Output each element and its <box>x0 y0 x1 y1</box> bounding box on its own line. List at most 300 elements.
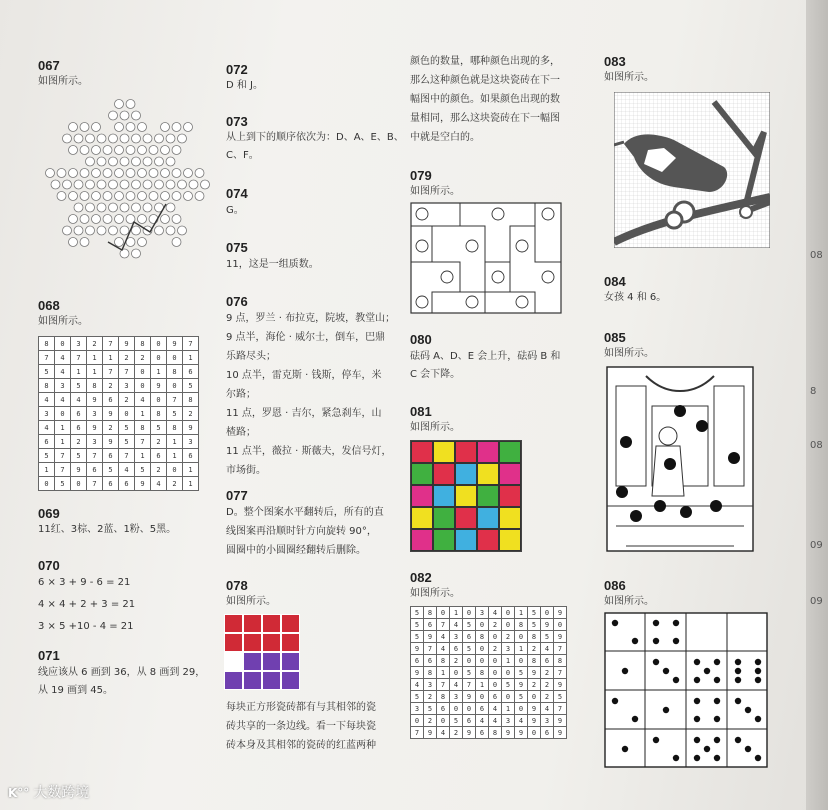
puzzle-node <box>161 146 170 155</box>
grid-082-cell: 0 <box>502 619 515 631</box>
grid-068-cell: 6 <box>103 477 119 491</box>
grid-068-cell: 4 <box>55 365 71 379</box>
die-pip <box>735 737 741 743</box>
grid-082-cell: 0 <box>515 703 528 715</box>
answer-085-text: 如图所示。 <box>604 348 654 359</box>
answer-077-number: 077 <box>226 488 248 503</box>
tile <box>281 633 300 652</box>
grid-082-cell: 7 <box>424 643 437 655</box>
grid-082-cell: 5 <box>528 607 541 619</box>
answer-067-text: 如图所示。 <box>38 76 88 87</box>
puzzle-node <box>172 238 181 247</box>
grid-082-row <box>411 631 567 643</box>
grid-068-cell: 9 <box>71 463 87 477</box>
grid-082-cell: 6 <box>489 691 502 703</box>
puzzle-node <box>103 146 112 155</box>
die-pip <box>694 755 700 761</box>
puzzle-node <box>103 169 112 178</box>
grid-068-cell: 8 <box>135 337 151 351</box>
answer-084-text: 女孩 4 和 6。 <box>604 292 667 303</box>
die-pip <box>663 707 669 713</box>
grid-068-cell: 2 <box>151 463 167 477</box>
puzzle-node <box>138 123 147 132</box>
puzzle-node <box>74 203 83 212</box>
die-pip <box>694 737 700 743</box>
answer-070-line-2: 4 × 4 + 2 + 3 = 21 <box>38 599 136 610</box>
grid-082-cell: 9 <box>554 679 567 691</box>
answer-078-line-2: 砖共享的一条边线。看一下每块瓷 <box>226 721 376 732</box>
grid-068-cell: 9 <box>183 421 199 435</box>
puzzle-node <box>184 123 193 132</box>
puzzle-node <box>149 192 158 201</box>
grid-082-cell: 6 <box>476 703 489 715</box>
answer-083-number: 083 <box>604 54 626 69</box>
grid-068-cell: 3 <box>119 379 135 393</box>
grid-068-row <box>39 421 199 435</box>
answer-076-line: 乐路尽头； <box>226 351 276 362</box>
grid-068-cell: 4 <box>55 393 71 407</box>
die-pip <box>704 668 710 674</box>
grid-082-cell: 2 <box>541 679 554 691</box>
grid-082-cell: 8 <box>528 631 541 643</box>
die-pip <box>632 716 638 722</box>
puzzle-node <box>86 157 95 166</box>
grid-068-cell: 1 <box>55 421 71 435</box>
grid-068-cell: 0 <box>151 393 167 407</box>
grid-068-cell: 0 <box>151 337 167 351</box>
grid-068-cell: 7 <box>119 365 135 379</box>
color-tile <box>433 441 455 463</box>
puzzle-node <box>132 180 141 189</box>
die-pip <box>714 737 720 743</box>
grid-068-cell: 6 <box>71 407 87 421</box>
grid-082-cell: 2 <box>541 667 554 679</box>
grid-068-cell: 4 <box>39 393 55 407</box>
puzzle-node <box>172 169 181 178</box>
answer-070-number: 070 <box>38 558 60 573</box>
grid-082-cell: 8 <box>554 655 567 667</box>
die-pip <box>735 668 741 674</box>
grid-082-cell: 4 <box>411 679 424 691</box>
grid-082-cell: 4 <box>541 643 554 655</box>
puzzle-node <box>143 180 152 189</box>
grid-082-cell: 2 <box>528 679 541 691</box>
grid-068-cell: 2 <box>119 393 135 407</box>
grid-068-cell: 1 <box>103 351 119 365</box>
grid-082-cell: 6 <box>424 655 437 667</box>
puzzle-node <box>120 226 129 235</box>
grid-068-cell: 5 <box>71 379 87 393</box>
color-tile <box>477 463 499 485</box>
tile <box>243 671 262 690</box>
grid-082-cell: 8 <box>437 655 450 667</box>
grid-068-cell: 1 <box>167 435 183 449</box>
grid-068-cell: 8 <box>167 421 183 435</box>
grid-082-cell: 9 <box>554 715 567 727</box>
grid-082-cell: 1 <box>502 703 515 715</box>
tile-grid-078 <box>224 614 300 690</box>
grid-082-cell: 1 <box>476 679 489 691</box>
answer-075-number: 075 <box>226 240 248 255</box>
grid-082-cell: 5 <box>450 715 463 727</box>
grid-082-cell: 0 <box>476 643 489 655</box>
puzzle-node <box>126 169 135 178</box>
puzzle-node <box>172 192 181 201</box>
color-tile <box>477 529 499 551</box>
grid-068-cell: 5 <box>135 463 151 477</box>
maze-figure-079 <box>410 202 562 314</box>
grid-082-cell: 8 <box>528 655 541 667</box>
die-pip <box>673 755 679 761</box>
grid-068-cell: 2 <box>103 421 119 435</box>
grid-068-cell: 8 <box>39 337 55 351</box>
grid-068-row <box>39 365 199 379</box>
puzzle-node <box>132 203 141 212</box>
puzzle-node <box>115 238 124 247</box>
puzzle-node <box>149 146 158 155</box>
grid-082-cell: 2 <box>489 643 502 655</box>
puzzle-node <box>143 203 152 212</box>
grid-082-row <box>411 643 567 655</box>
grid-068-cell: 5 <box>103 463 119 477</box>
answer-069-text: 11红、3棕、2蓝、1粉、5黑。 <box>38 524 177 535</box>
grid-082-cell: 8 <box>515 619 528 631</box>
grid-068-cell: 7 <box>87 477 103 491</box>
puzzle-node <box>69 238 78 247</box>
grid-082-cell: 0 <box>528 691 541 703</box>
grid-068-cell: 6 <box>151 449 167 463</box>
puzzle-node <box>69 215 78 224</box>
grid-082-cell: 6 <box>437 703 450 715</box>
number-grid-068 <box>38 336 199 491</box>
color-tile <box>499 441 521 463</box>
puzzle-node <box>86 134 95 143</box>
grid-068-cell: 6 <box>87 463 103 477</box>
puzzle-node <box>132 249 141 258</box>
dice-grid-figure-086 <box>604 612 768 768</box>
puzzle-node <box>178 180 187 189</box>
answer-080-line-1: 砝码 A、D、E 会上升，砝码 B 和 <box>410 351 561 362</box>
puzzle-node <box>97 203 106 212</box>
tile <box>281 614 300 633</box>
answer-084-number: 084 <box>604 274 626 289</box>
color-tile <box>455 441 477 463</box>
grid-082-cell: 4 <box>541 703 554 715</box>
grid-082-cell: 9 <box>424 727 437 739</box>
answer-071-number: 071 <box>38 648 60 663</box>
puzzle-node <box>103 192 112 201</box>
grid-082-cell: 9 <box>411 643 424 655</box>
tile <box>281 652 300 671</box>
grid-068-cell: 3 <box>87 435 103 449</box>
grid-082-cell: 0 <box>463 655 476 667</box>
puzzle-node <box>86 180 95 189</box>
grid-068-row <box>39 337 199 351</box>
answer-081-text: 如图所示。 <box>410 422 460 433</box>
grid-082-cell: 0 <box>463 607 476 619</box>
puzzle-node <box>132 226 141 235</box>
puzzle-node <box>155 134 164 143</box>
grid-082-cell: 4 <box>489 607 502 619</box>
grid-082-cell: 0 <box>489 667 502 679</box>
puzzle-node <box>115 123 124 132</box>
grid-082-cell: 2 <box>424 715 437 727</box>
grid-082-cell: 8 <box>437 691 450 703</box>
puzzle-node <box>74 226 83 235</box>
color-tile <box>411 463 433 485</box>
answer-071-line-2: 从 19 画到 45。 <box>38 685 113 696</box>
answer-073-line-2: C、F。 <box>226 150 259 161</box>
answer-082-number: 082 <box>410 570 432 585</box>
grid-082-cell: 6 <box>541 727 554 739</box>
grid-068-cell: 2 <box>119 351 135 365</box>
grid-068-cell: 2 <box>183 407 199 421</box>
grid-068-cell: 2 <box>71 435 87 449</box>
grid-068-cell: 8 <box>183 393 199 407</box>
grid-082-cell: 3 <box>476 607 489 619</box>
puzzle-node <box>69 169 78 178</box>
answer-083-text: 如图所示。 <box>604 72 654 83</box>
color-tile <box>433 485 455 507</box>
grid-082-cell: 7 <box>554 643 567 655</box>
puzzle-node <box>115 192 124 201</box>
answer-080-line-2: C 会下降。 <box>410 369 461 380</box>
grid-082-cell: 0 <box>450 703 463 715</box>
puzzle-node <box>166 180 175 189</box>
grid-068-cell: 6 <box>71 421 87 435</box>
puzzle-node <box>63 226 72 235</box>
grid-082-cell: 2 <box>502 631 515 643</box>
grid-068-cell: 3 <box>87 407 103 421</box>
grid-068-cell: 4 <box>135 393 151 407</box>
grid-082-cell: 5 <box>411 631 424 643</box>
die-pip <box>694 659 700 665</box>
grid-082-cell: 4 <box>450 679 463 691</box>
die-pip <box>622 746 628 752</box>
grid-068-cell: 5 <box>151 421 167 435</box>
answer-086-number: 086 <box>604 578 626 593</box>
puzzle-node <box>74 180 83 189</box>
puzzle-node <box>126 123 135 132</box>
grid-068-cell: 2 <box>167 477 183 491</box>
die-pip <box>694 716 700 722</box>
grid-068-cell: 7 <box>71 351 87 365</box>
grid-082-cell: 8 <box>489 727 502 739</box>
answer-070-line-1: 6 × 3 + 9 - 6 = 21 <box>38 577 131 588</box>
puzzle-node <box>172 215 181 224</box>
grid-082-cell: 0 <box>476 619 489 631</box>
grid-068-row <box>39 351 199 365</box>
answer-080-number: 080 <box>410 332 432 347</box>
grid-068-cell: 5 <box>167 407 183 421</box>
puzzle-node <box>92 169 101 178</box>
answer-086-text: 如图所示。 <box>604 596 654 607</box>
answer-076-line: 楂路； <box>226 427 256 438</box>
puzzle-node <box>109 157 118 166</box>
grid-082-cell: 0 <box>489 655 502 667</box>
puzzle-node <box>132 111 141 120</box>
answer-075-text: 11，这是一组质数。 <box>226 259 319 270</box>
grid-068-cell: 2 <box>151 435 167 449</box>
die-pip <box>653 620 659 626</box>
grid-082-cell: 0 <box>411 715 424 727</box>
grid-068-cell: 0 <box>167 351 183 365</box>
grid-082-cell: 0 <box>476 655 489 667</box>
watermark: K°° 大数跨境 <box>8 785 90 801</box>
puzzle-node <box>92 123 101 132</box>
grid-068-cell: 0 <box>55 337 71 351</box>
puzzle-node <box>184 169 193 178</box>
puzzle-node <box>115 100 124 109</box>
grid-068-cell: 0 <box>135 379 151 393</box>
die-pip <box>745 746 751 752</box>
answer-082-text: 如图所示。 <box>410 588 460 599</box>
answer-078-cont-line: 中就是空白的。 <box>410 132 480 143</box>
grid-082-cell: 2 <box>528 643 541 655</box>
grid-082-cell: 4 <box>437 727 450 739</box>
bird-pixel-picture-083 <box>614 92 770 248</box>
grid-082-cell: 6 <box>476 727 489 739</box>
die-pip <box>653 638 659 644</box>
puzzle-node <box>166 226 175 235</box>
grid-082-row <box>411 727 567 739</box>
color-tile <box>433 507 455 529</box>
color-tile <box>499 485 521 507</box>
grid-068-cell: 7 <box>55 449 71 463</box>
grid-068-cell: 1 <box>135 407 151 421</box>
grid-068-cell: 7 <box>103 337 119 351</box>
puzzle-node <box>143 157 152 166</box>
tile <box>243 652 262 671</box>
answer-078-cont-line: 量相同，那么这块瓷砖在下一幅图 <box>410 113 560 124</box>
die-pip <box>653 659 659 665</box>
grid-082-cell: 8 <box>476 667 489 679</box>
grid-068-cell: 4 <box>39 421 55 435</box>
die-pip <box>612 698 618 704</box>
answer-078-cont-line: 颜色的数量，哪种颜色出现的多， <box>410 56 560 67</box>
grid-082-cell: 0 <box>528 727 541 739</box>
answer-069-number: 069 <box>38 506 60 521</box>
answer-079-text: 如图所示。 <box>410 186 460 197</box>
grid-082-cell: 5 <box>463 643 476 655</box>
color-grid-081 <box>410 440 522 552</box>
grid-068-cell: 0 <box>135 365 151 379</box>
grid-082-row <box>411 655 567 667</box>
die-pip <box>694 677 700 683</box>
grid-068-cell: 8 <box>39 379 55 393</box>
puzzle-node <box>138 215 147 224</box>
puzzle-node <box>63 180 72 189</box>
puzzle-node <box>97 134 106 143</box>
puzzle-node <box>109 134 118 143</box>
grid-082-cell: 4 <box>450 619 463 631</box>
grid-068-cell: 9 <box>151 379 167 393</box>
grid-082-cell: 5 <box>502 679 515 691</box>
die-pip <box>735 698 741 704</box>
grid-082-cell: 0 <box>541 607 554 619</box>
color-tile <box>499 463 521 485</box>
grid-068-cell: 1 <box>135 449 151 463</box>
puzzle-node <box>195 169 204 178</box>
grid-082-cell: 3 <box>450 691 463 703</box>
grid-082-row <box>411 691 567 703</box>
grid-082-cell: 8 <box>424 607 437 619</box>
puzzle-node <box>155 157 164 166</box>
grid-068-cell: 0 <box>151 351 167 365</box>
grid-082-cell: 1 <box>437 667 450 679</box>
grid-068-cell: 2 <box>103 379 119 393</box>
grid-082-cell: 5 <box>554 691 567 703</box>
answer-073-line-1: 从上到下的顺序依次为：D、A、E、B、 <box>226 132 404 143</box>
grid-082-row <box>411 703 567 715</box>
puzzle-node <box>126 100 135 109</box>
grid-068-cell: 1 <box>71 365 87 379</box>
puzzle-node <box>172 123 181 132</box>
color-tile <box>411 507 433 529</box>
die-pip <box>735 677 741 683</box>
puzzle-node <box>46 169 55 178</box>
grid-068-cell: 7 <box>103 365 119 379</box>
color-tile <box>455 529 477 551</box>
die-pip <box>622 668 628 674</box>
puzzle-node <box>103 215 112 224</box>
grid-082-cell: 4 <box>489 715 502 727</box>
die-pip <box>612 620 618 626</box>
grid-068-cell: 1 <box>183 463 199 477</box>
grid-082-cell: 9 <box>554 607 567 619</box>
die-pip <box>653 737 659 743</box>
grid-082-cell: 6 <box>424 619 437 631</box>
puzzle-node <box>178 134 187 143</box>
grid-082-cell: 6 <box>450 643 463 655</box>
grid-082-cell: 8 <box>424 667 437 679</box>
grid-082-cell: 0 <box>502 667 515 679</box>
tile <box>262 633 281 652</box>
puzzle-node <box>80 123 89 132</box>
puzzle-node <box>109 203 118 212</box>
grid-082-cell: 9 <box>463 727 476 739</box>
answer-076-line: 10 点半，雷克斯 · 钱斯，停车，米 <box>226 370 382 381</box>
grid-068-row <box>39 393 199 407</box>
puzzle-node <box>143 134 152 143</box>
answer-076-line: 11 点，罗恩 · 吉尔，紧急刹车，山 <box>226 408 382 419</box>
puzzle-node <box>80 169 89 178</box>
puzzle-node <box>161 192 170 201</box>
tile <box>262 614 281 633</box>
puzzle-node <box>80 215 89 224</box>
tile <box>262 652 281 671</box>
puzzle-node <box>138 146 147 155</box>
grid-082-cell: 9 <box>502 727 515 739</box>
puzzle-node <box>166 157 175 166</box>
grid-082-cell: 4 <box>437 643 450 655</box>
puzzle-node <box>195 192 204 201</box>
puzzle-node <box>115 169 124 178</box>
grid-082-row <box>411 607 567 619</box>
grid-068-cell: 7 <box>119 449 135 463</box>
grid-082-cell: 0 <box>489 631 502 643</box>
puzzle-node <box>120 134 129 143</box>
answer-077-line-2: 线图案再沿顺时针方向旋转 90°， <box>226 526 377 537</box>
number-star-puzzle-figure <box>38 92 218 272</box>
answer-078-line-3: 砖本身及其相邻的瓷砖的红蓝两种 <box>226 740 376 751</box>
grid-082-cell: 4 <box>476 715 489 727</box>
puzzle-node <box>126 146 135 155</box>
grid-068-row <box>39 449 199 463</box>
answer-070-line-3: 3 × 5 +10 - 4 = 21 <box>38 621 134 632</box>
grid-082-cell: 4 <box>515 715 528 727</box>
grid-082-cell: 6 <box>411 655 424 667</box>
